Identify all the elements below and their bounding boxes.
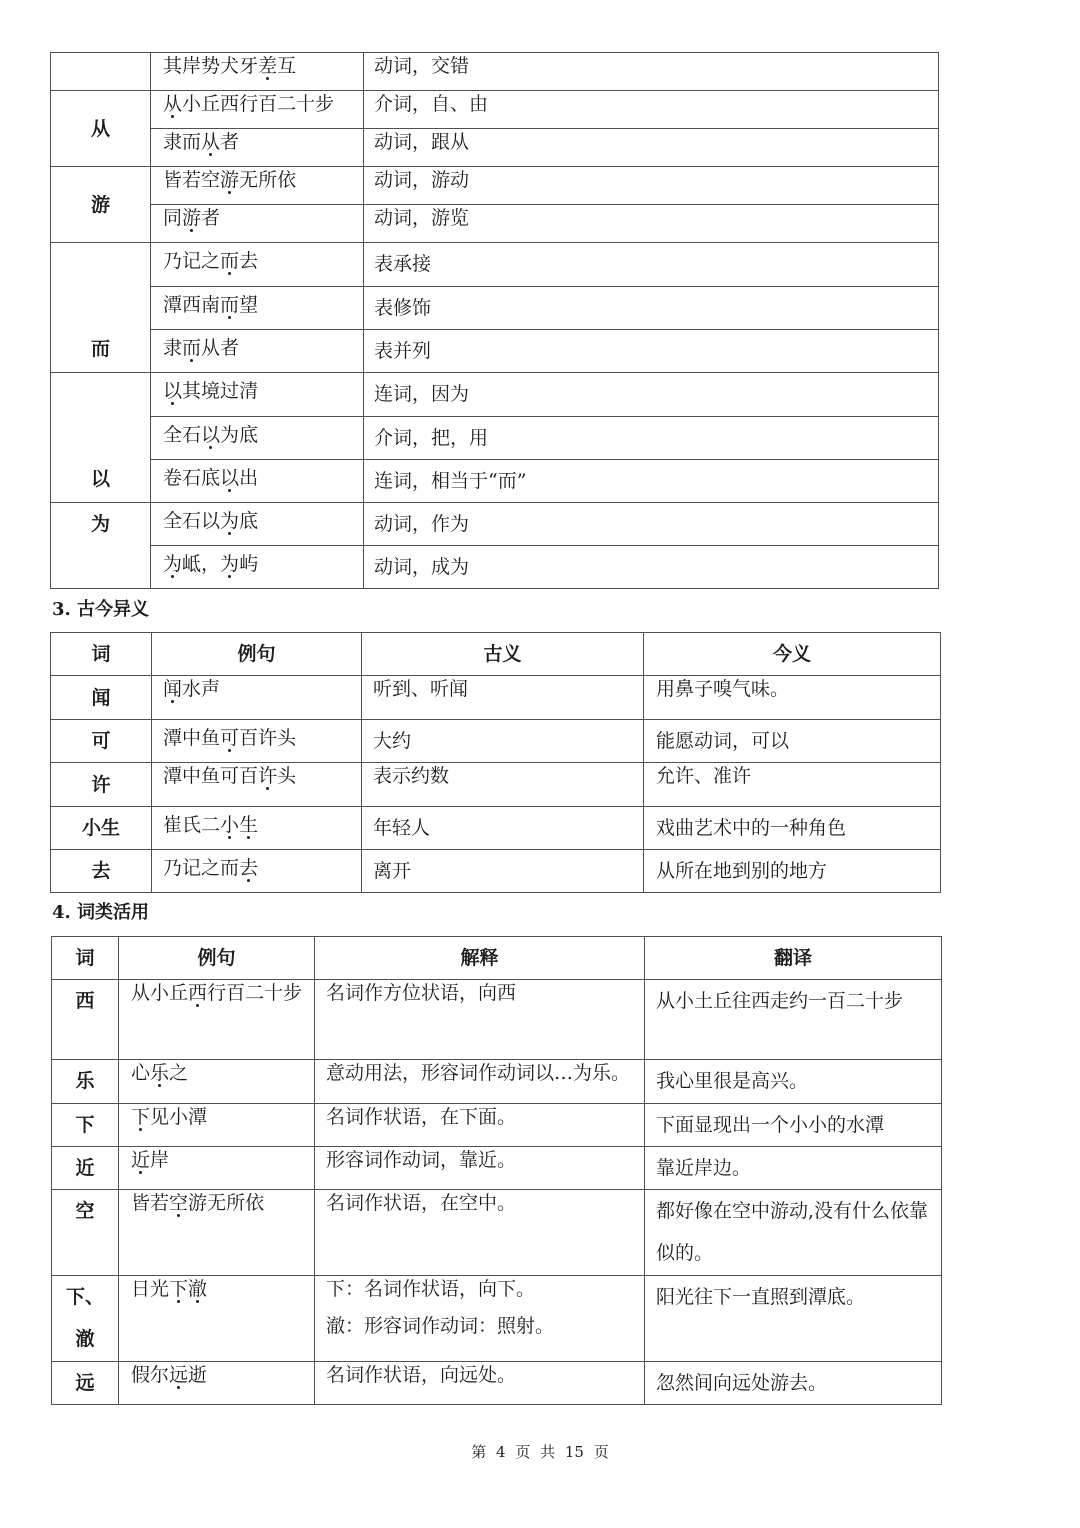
- translation-text: 下面显现出一个小小的水潭: [656, 1114, 885, 1136]
- explanation-cell: [315, 1060, 645, 1104]
- example-cell: [119, 1190, 315, 1276]
- example-cell: [151, 205, 364, 243]
- example-sentence: 隶而从者: [163, 337, 240, 359]
- example-sentence: 全石以为底: [163, 510, 259, 532]
- word-cell: [51, 763, 152, 807]
- example-cell: [152, 850, 362, 893]
- example-cell: [151, 373, 364, 417]
- translation-text: 从小土丘往西走约一百二十步: [656, 990, 904, 1012]
- example-cell: [152, 720, 362, 763]
- ancient-meaning-cell: [362, 720, 644, 763]
- meaning-text: 表修饰: [374, 297, 432, 319]
- word-meaning-table: [50, 52, 939, 589]
- emphasis-dot-char: 从: [163, 93, 183, 115]
- table-row: [52, 1060, 942, 1104]
- table-row: [51, 807, 941, 850]
- example-sentence: 皆若空游无所依: [163, 169, 297, 191]
- modern-meaning-cell: [644, 763, 941, 807]
- explanation-cell: [315, 980, 645, 1060]
- example-sentence: 近岸: [131, 1149, 170, 1171]
- explanation-text: 名词作状语，在空中。: [326, 1192, 517, 1214]
- word-label: 远: [75, 1372, 95, 1394]
- meaning-cell: [364, 243, 939, 287]
- section-heading-ancient-modern-meanings: 3. 古今异义: [52, 599, 150, 620]
- translation-text: 靠近岸边。: [656, 1157, 752, 1179]
- emphasis-dot-char: 远: [169, 1364, 189, 1386]
- emphasis-dot-char: 为: [163, 553, 183, 575]
- word-label: 游: [90, 193, 110, 216]
- example-sentence: 以其境过清: [163, 380, 259, 402]
- emphasis-dot-char: 以: [163, 380, 183, 402]
- meaning-text: 介词，把，用: [374, 427, 489, 449]
- table-row: [51, 287, 939, 330]
- meaning-text: 动词，交错: [374, 55, 470, 77]
- ancient-meaning-text: 表示约数: [373, 765, 450, 787]
- modern-meaning-cell: [644, 850, 941, 893]
- table-row: [51, 460, 939, 503]
- table-row: [51, 167, 939, 205]
- word-cell: [52, 1362, 119, 1405]
- example-cell: [119, 1147, 315, 1190]
- explanation-cell: [315, 1276, 645, 1362]
- meaning-text: 介词，自、由: [374, 93, 489, 115]
- table-row: [51, 676, 941, 720]
- example-cell: [151, 91, 364, 129]
- emphasis-dot-char: 而: [220, 294, 240, 316]
- example-cell: [151, 129, 364, 167]
- emphasis-dot-char: 以: [201, 424, 221, 446]
- translation-cell: [645, 1060, 942, 1104]
- meaning-text: 连词，因为: [374, 383, 470, 405]
- example-cell: [151, 417, 364, 460]
- header-cell-translation: 翻译: [645, 937, 942, 980]
- emphasis-dot-char: 以: [220, 467, 240, 489]
- emphasis-dot-char: 游: [220, 169, 240, 191]
- emphasis-dot-char: 下: [169, 1278, 189, 1300]
- example-cell: [151, 167, 364, 205]
- emphasis-dot-char: 近: [131, 1149, 151, 1171]
- example-sentence: 从小丘西行百二十步: [163, 93, 335, 115]
- example-cell: [151, 460, 364, 503]
- table-row: [52, 1104, 942, 1147]
- table-row: [51, 129, 939, 167]
- meaning-text: 连词，相当于“而”: [374, 470, 527, 492]
- word-class-usage-table: [51, 936, 942, 1405]
- example-sentence: 乃记之而去: [163, 857, 259, 879]
- word-cell: [52, 1060, 119, 1104]
- emphasis-dot-char: 空: [169, 1192, 189, 1214]
- example-sentence: 为岻，为屿: [163, 553, 259, 575]
- translation-cell: [645, 1362, 942, 1405]
- table-row: [52, 1190, 942, 1276]
- table-header: [52, 937, 942, 980]
- example-cell: [151, 243, 364, 287]
- word-cell: [52, 1147, 119, 1190]
- emphasis-dot-char: 从: [201, 131, 221, 153]
- meaning-cell: [364, 546, 939, 589]
- ancient-meaning-cell: [362, 763, 644, 807]
- modern-meaning-cell: [644, 720, 941, 763]
- word-cell: [52, 1104, 119, 1147]
- translation-cell: [645, 980, 942, 1060]
- meaning-text: 动词，游动: [374, 169, 470, 191]
- translation-text: 我心里很是高兴。: [656, 1070, 809, 1092]
- example-sentence: 从小丘西行百二十步: [131, 982, 303, 1004]
- table-row: [51, 53, 939, 91]
- explanation-text: 意动用法，形容词作动词以…为乐。: [326, 1062, 631, 1084]
- meaning-cell: [364, 460, 939, 503]
- ancient-meaning-text: 听到、听闻: [373, 678, 469, 700]
- header-cell-explanation: 解释: [315, 937, 645, 980]
- explanation-cell: [315, 1104, 645, 1147]
- meaning-cell: [364, 287, 939, 330]
- example-sentence: 潭中鱼可百许头: [163, 765, 297, 787]
- header-cell-word: 词: [52, 937, 119, 980]
- meaning-text: 表并列: [374, 340, 432, 362]
- emphasis-dot-char: 去: [239, 857, 259, 879]
- table-row: [51, 417, 939, 460]
- meaning-cell: [364, 91, 939, 129]
- word-label: 以: [90, 468, 110, 490]
- emphasis-dot-char: 西: [188, 982, 208, 1004]
- explanation-cell: [315, 1147, 645, 1190]
- translation-cell: [645, 1276, 942, 1362]
- word-label: 空: [75, 1200, 95, 1222]
- example-cell: [151, 546, 364, 589]
- word-cell: [51, 53, 151, 91]
- example-sentence: 下见小潭: [131, 1106, 208, 1128]
- emphasis-dot-char: 乐: [150, 1062, 170, 1084]
- example-sentence: 同游者: [163, 207, 221, 229]
- emphasis-dot-char: 游: [182, 207, 202, 229]
- word-label: 澈: [75, 1328, 95, 1350]
- word-label: 小生: [81, 817, 120, 839]
- example-cell: [119, 1104, 315, 1147]
- example-sentence: 乃记之而去: [163, 250, 259, 272]
- meaning-cell: [364, 205, 939, 243]
- word-cell: [51, 807, 152, 850]
- word-cell: [51, 167, 151, 243]
- explanation-text: 名词作方位状语，向西: [326, 982, 517, 1004]
- translation-text: 都好像在空中游动,没有什么依靠似的。: [656, 1200, 929, 1264]
- table-row: [51, 373, 939, 417]
- ancient-meaning-cell: [362, 850, 644, 893]
- table-row: [51, 205, 939, 243]
- table-header-row: [51, 633, 941, 676]
- word-label: 可: [91, 730, 111, 752]
- example-sentence: 其岸势犬牙差互: [163, 55, 297, 77]
- table-row: [51, 330, 939, 373]
- emphasis-dot-char: 为: [220, 553, 240, 575]
- table-header-row: [52, 937, 942, 980]
- example-cell: [152, 763, 362, 807]
- word-cell: [51, 91, 151, 167]
- example-cell: [151, 53, 364, 91]
- meaning-cell: [364, 373, 939, 417]
- explanation-cell: [315, 1190, 645, 1276]
- meaning-text: 动词，成为: [374, 556, 470, 578]
- example-sentence: 闻水声: [163, 678, 221, 700]
- example-cell: [119, 980, 315, 1060]
- emphasis-dot-char: 澈: [188, 1278, 208, 1300]
- example-sentence: 隶而从者: [163, 131, 240, 153]
- header-cell-modern-meaning: 今义: [644, 633, 941, 676]
- ancient-meaning-text: 离开: [373, 860, 412, 882]
- emphasis-dot-char: 为: [220, 510, 240, 532]
- example-sentence: 潭中鱼可百许头: [163, 727, 297, 749]
- explanation-text: 形容词作动词，靠近。: [326, 1149, 517, 1171]
- table-row: [51, 763, 941, 807]
- emphasis-dot-char: 小: [220, 814, 240, 836]
- word-cell: [51, 373, 151, 503]
- example-cell: [152, 807, 362, 850]
- table-row: [51, 850, 941, 893]
- word-cell: [51, 503, 151, 589]
- modern-meaning-text: 用鼻子嗅气味。: [656, 678, 790, 700]
- word-label: 为: [90, 513, 110, 535]
- modern-meaning-text: 允许、准许: [656, 765, 752, 787]
- explanation-text: 澈：形容词作动词：照射。: [326, 1315, 555, 1337]
- meaning-cell: [364, 167, 939, 205]
- example-cell: [151, 503, 364, 546]
- example-sentence: 日光下澈: [131, 1278, 208, 1300]
- emphasis-dot-char: 许: [258, 765, 278, 787]
- ancient-meaning-text: 年轻人: [373, 817, 431, 839]
- meaning-text: 动词，跟从: [374, 131, 470, 153]
- page-footer: 第 4 页 共 15 页: [471, 1443, 609, 1461]
- word-label: 下、: [65, 1286, 104, 1308]
- translation-cell: [645, 1147, 942, 1190]
- word-cell: [52, 1276, 119, 1362]
- example-cell: [152, 676, 362, 720]
- ancient-meaning-text: 大约: [373, 730, 412, 752]
- meaning-text: 动词，作为: [374, 513, 470, 535]
- example-cell: [151, 287, 364, 330]
- meaning-cell: [364, 330, 939, 373]
- emphasis-dot-char: 可: [220, 727, 240, 749]
- word-cell: [51, 676, 152, 720]
- explanation-text: 名词作状语，在下面。: [326, 1106, 517, 1128]
- example-sentence: 卷石底以出: [163, 467, 259, 489]
- modern-meaning-cell: [644, 676, 941, 720]
- table-header: [51, 633, 941, 676]
- example-cell: [151, 330, 364, 373]
- word-label: 从: [90, 117, 110, 140]
- header-cell-example: 例句: [152, 633, 362, 676]
- header-cell-example: 例句: [119, 937, 315, 980]
- word-label: 去: [91, 860, 111, 882]
- section-heading-word-class-usage: 4. 词类活用: [52, 902, 150, 923]
- word-meaning-table-body: [51, 53, 939, 589]
- table-row: [52, 1147, 942, 1190]
- example-sentence: 心乐之: [131, 1062, 189, 1084]
- ancient-meaning-cell: [362, 807, 644, 850]
- meaning-cell: [364, 503, 939, 546]
- header-cell-word: 词: [51, 633, 152, 676]
- example-sentence: 皆若空游无所依: [131, 1192, 265, 1214]
- meaning-text: 表承接: [374, 253, 432, 275]
- word-cell: [52, 1190, 119, 1276]
- example-sentence: 潭西南而望: [163, 294, 259, 316]
- example-sentence: 全石以为底: [163, 424, 259, 446]
- modern-meaning-text: 戏曲艺术中的一种角色: [656, 817, 847, 839]
- word-label: 而: [90, 338, 110, 360]
- translation-cell: [645, 1190, 942, 1276]
- explanation-cell: [315, 1362, 645, 1405]
- emphasis-dot-char: 闻: [163, 678, 183, 700]
- meaning-cell: [364, 53, 939, 91]
- translation-text: 阳光往下一直照到潭底。: [656, 1286, 866, 1308]
- table-row: [51, 243, 939, 287]
- table-row: [52, 1276, 942, 1362]
- word-label: 近: [75, 1157, 95, 1179]
- modern-meaning-text: 从所在地到别的地方: [656, 860, 828, 882]
- emphasis-dot-char: 而: [220, 250, 240, 272]
- emphasis-dot-char: 生: [239, 814, 259, 836]
- ancient-meaning-cell: [362, 676, 644, 720]
- table-row: [51, 546, 939, 589]
- header-cell-ancient-meaning: 古义: [362, 633, 644, 676]
- ancient-modern-meaning-table-body: [51, 676, 941, 893]
- table-row: [52, 1362, 942, 1405]
- ancient-modern-meaning-table: [50, 632, 941, 893]
- table-row: [51, 720, 941, 763]
- meaning-cell: [364, 417, 939, 460]
- table-row: [52, 980, 942, 1060]
- word-cell: [51, 850, 152, 893]
- emphasis-dot-char: 下: [131, 1106, 151, 1128]
- modern-meaning-cell: [644, 807, 941, 850]
- translation-text: 忽然间向远处游去。: [656, 1372, 828, 1394]
- word-cell: [52, 980, 119, 1060]
- word-label: 闻: [91, 686, 111, 709]
- table-row: [51, 503, 939, 546]
- modern-meaning-text: 能愿动词，可以: [656, 730, 790, 752]
- word-label: 许: [91, 773, 111, 796]
- explanation-text: 下：名词作状语，向下。: [326, 1278, 536, 1300]
- word-cell: [51, 720, 152, 763]
- example-sentence: 崔氏二小生: [163, 814, 259, 836]
- emphasis-dot-char: 差: [258, 55, 278, 77]
- explanation-text: 名词作状语，向远处。: [326, 1364, 517, 1386]
- meaning-cell: [364, 129, 939, 167]
- word-class-usage-table-body: [52, 980, 942, 1405]
- example-cell: [119, 1276, 315, 1362]
- word-label: 下: [75, 1114, 95, 1136]
- meaning-text: 动词，游览: [374, 207, 470, 229]
- word-label: 乐: [75, 1070, 95, 1092]
- example-cell: [119, 1362, 315, 1405]
- word-cell: [51, 243, 151, 373]
- emphasis-dot-char: 而: [182, 337, 202, 359]
- table-row: [51, 91, 939, 129]
- example-sentence: 假尔远逝: [131, 1364, 208, 1386]
- translation-cell: [645, 1104, 942, 1147]
- example-cell: [119, 1060, 315, 1104]
- word-label: 西: [75, 990, 95, 1012]
